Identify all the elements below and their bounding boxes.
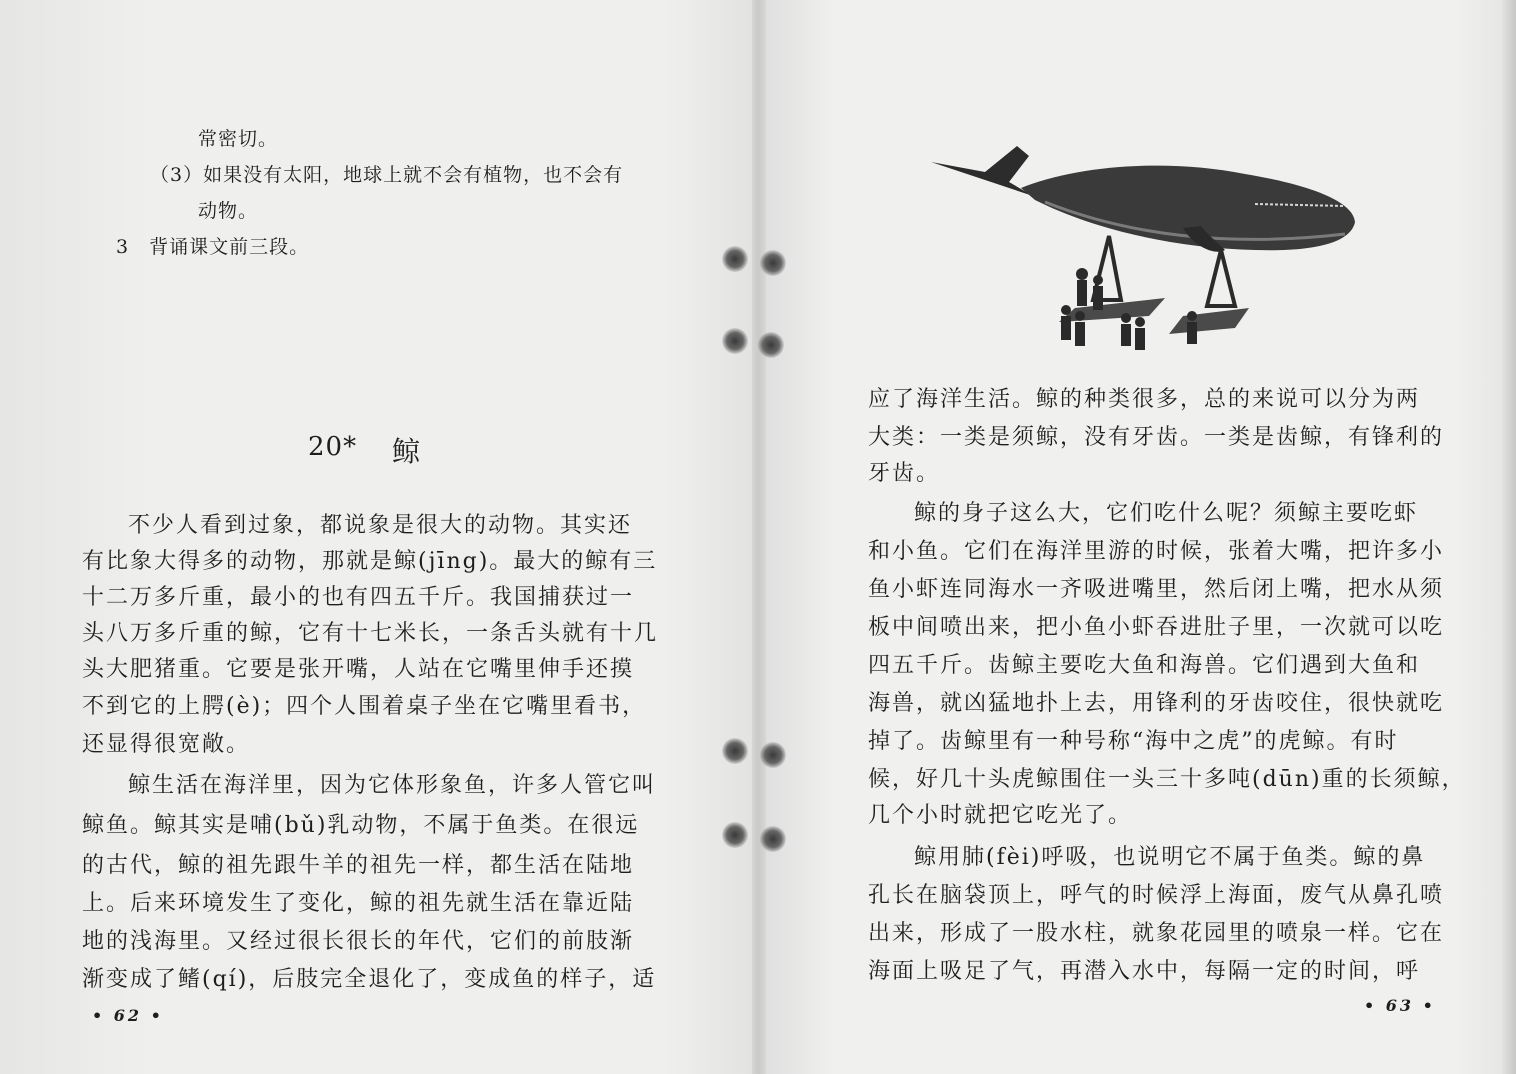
body-line: 不少人看到过象，都说象是很大的动物。其实还: [128, 513, 633, 538]
body-line: 地的浅海里。又经过很长很长的年代，它们的前肢渐: [82, 929, 635, 954]
body-line: 掉了。齿鲸里有一种号称“海中之虎”的虎鲸。有时: [868, 729, 1399, 754]
body-line: 出来，形成了一股水柱，就象花园里的喷泉一样。它在: [868, 921, 1445, 946]
body-line: 头大肥猪重。它要是张开嘴，人站在它嘴里伸手还摸: [82, 657, 635, 682]
body-line: 海面上吸足了气，再潜入水中，每隔一定的时间，呼: [868, 959, 1421, 984]
body-line: 不到它的上腭(è)；四个人围着桌子坐在它嘴里看书，: [82, 694, 647, 719]
body-line: 几个小时就把它吃光了。: [868, 803, 1133, 828]
body-line: 十二万多斤重，最小的也有四五千斤。我国捕获过一: [82, 585, 635, 610]
lesson-number: 20*: [308, 432, 358, 462]
body-line: 还显得很宽敞。: [82, 732, 251, 757]
exercise-line: 3 背诵课文前三段。: [116, 236, 310, 258]
binding-hole: [722, 738, 748, 764]
body-line: 候，好几十头虎鲸围住一头三十多吨(dūn)重的长须鲸，: [868, 767, 1466, 792]
binding-hole: [760, 742, 786, 768]
page-edge-shadow: [1502, 0, 1516, 1074]
body-line: 鲸鱼。鲸其实是哺(bǔ)乳动物，不属于鱼类。在很远: [82, 813, 640, 838]
body-line: 板中间喷出来，把小鱼小虾吞进肚子里，一次就可以吃: [868, 615, 1445, 640]
body-line: 上。后来环境发生了变化，鲸的祖先就生活在靠近陆: [82, 891, 635, 916]
binding-hole: [760, 826, 786, 852]
lesson-title: 鲸: [392, 435, 421, 468]
body-line: 的古代，鲸的祖先跟牛羊的祖先一样，都生活在陆地: [82, 853, 635, 878]
whale-illustration: [925, 138, 1365, 368]
page-number: • 62 •: [92, 1006, 164, 1025]
body-line: 海兽，就凶猛地扑上去，用锋利的牙齿咬住，很快就吃: [868, 691, 1445, 716]
body-line: 有比象大得多的动物，那就是鲸(jīng)。最大的鲸有三: [82, 549, 658, 574]
body-line: 鲸用肺(fèi)呼吸，也说明它不属于鱼类。鲸的鼻: [914, 845, 1426, 870]
binding-hole: [758, 332, 784, 358]
binding-hole: [760, 250, 786, 276]
binding-hole: [722, 822, 748, 848]
page-number: • 63 •: [1364, 996, 1436, 1015]
body-line: 鲸的身子这么大，它们吃什么呢？须鲸主要吃虾: [914, 501, 1419, 526]
exercise-line: 常密切。: [198, 128, 279, 150]
body-line: 大类：一类是须鲸，没有牙齿。一类是齿鲸，有锋利的: [868, 425, 1445, 450]
body-line: 渐变成了鳍(qí)，后肢完全退化了，变成鱼的样子，适: [82, 967, 657, 992]
binding-hole: [722, 246, 748, 272]
body-line: 鲸生活在海洋里，因为它体形象鱼，许多人管它叫: [128, 773, 657, 798]
body-line: 头八万多斤重的鲸，它有十七米长，一条舌头就有十几: [82, 621, 659, 646]
body-line: 孔长在脑袋顶上，呼气的时候浮上海面，废气从鼻孔喷: [868, 883, 1445, 908]
body-line: 四五千斤。齿鲸主要吃大鱼和海兽。它们遇到大鱼和: [868, 653, 1421, 678]
body-line: 应了海洋生活。鲸的种类很多，总的来说可以分为两: [868, 387, 1421, 412]
body-line: 牙齿。: [868, 461, 941, 486]
binding-hole: [722, 328, 748, 354]
exercise-line: （3）如果没有太阳，地球上就不会有植物，也不会有: [150, 164, 624, 186]
body-line: 鱼小虾连同海水一齐吸进嘴里，然后闭上嘴，把水从须: [868, 577, 1445, 602]
body-line: 和小鱼。它们在海洋里游的时候，张着大嘴，把许多小: [868, 539, 1445, 564]
exercise-line: 动物。: [198, 200, 259, 222]
book-gutter: [752, 0, 766, 1074]
